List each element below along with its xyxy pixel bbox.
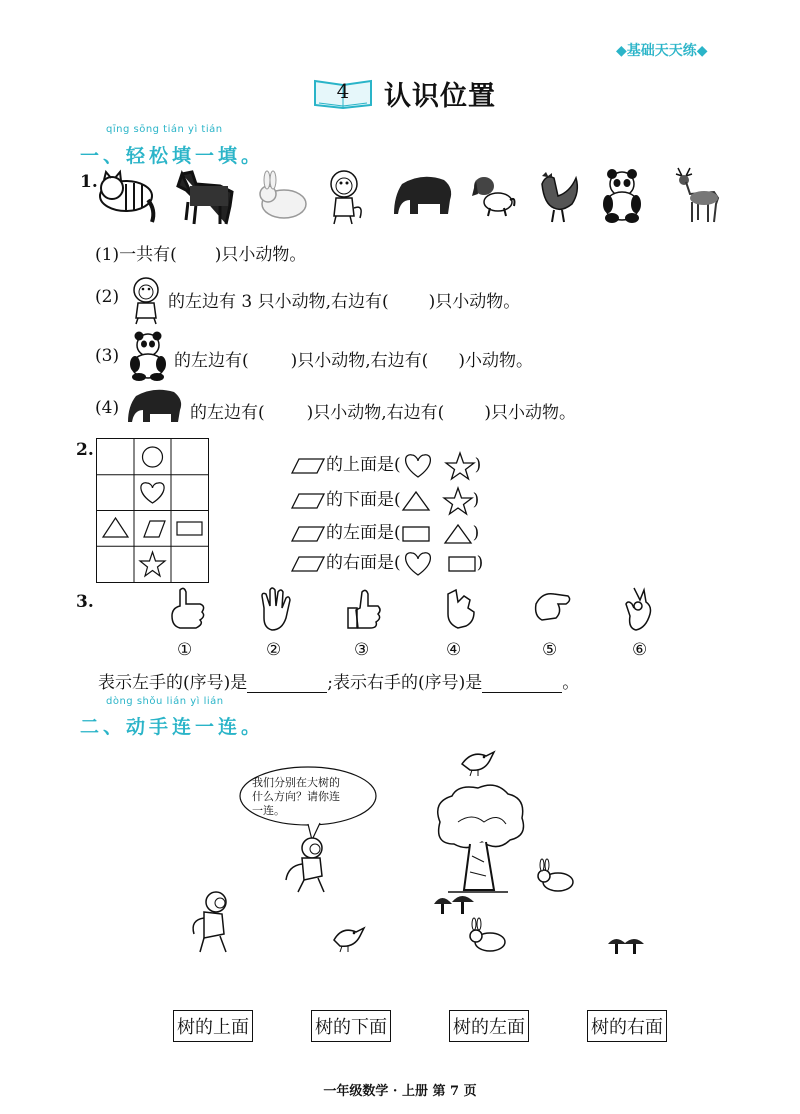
q2-row-3-close: ) [472,523,480,543]
section1-title: 一、轻松填一填。 [80,145,265,167]
q2-row-4-text: 的右面是( [326,553,401,573]
parallelogram-icon [290,553,326,575]
rabbit-right-icon [534,860,576,894]
q1-line-1 [95,240,306,265]
hand-4-icon [448,590,474,628]
q1-line-4-mid2: )只小动物,右边有( [306,403,445,423]
deer-icon [676,168,718,222]
q1-line-3 [95,346,119,366]
hand-5-icon [536,594,570,620]
right-hand-answer-blank[interactable] [482,674,562,693]
hand-3-icon [348,590,380,628]
q2-row-2-text: 的下面是( [326,490,401,510]
parallelogram-icon [290,455,326,477]
q3-sentence-b: ;表示右手的(序号)是 [327,673,483,693]
q1-line-1-post: )只小动物。 [214,245,307,265]
cat-icon [100,172,153,222]
q3-number: 3. [76,592,94,612]
monkey-icon [331,171,361,224]
q1-line-3-mid: 的左边有( [174,351,249,371]
q3-sentence [98,668,579,693]
hand-6-icon [626,588,651,630]
bird-top-icon [458,746,498,776]
rooster-icon [542,172,577,222]
left-hand-answer-blank[interactable] [247,674,327,693]
monkey-left-icon [186,890,236,956]
section1-pinyin: qīng sōng tián yì tián [106,124,223,135]
shape-grid [96,438,209,583]
circle-shape [143,447,163,467]
box-tree-top[interactable]: 树的上面 [173,1010,253,1042]
speech-line-3: 一连。 [252,804,285,817]
heart-icon [401,453,435,479]
monkey-small-icon [126,276,166,326]
hand-label-4: ④ [446,640,462,660]
q1-line-3-pre: (3) [95,346,120,366]
triangle-icon [401,490,431,512]
q1-number: 1. [80,172,98,192]
panda-small-icon [126,332,170,382]
box-tree-left[interactable]: 树的左面 [449,1010,529,1042]
q1-line-2-end: )只小动物。 [428,292,521,312]
q1-line-3-rest [174,346,533,371]
triangle-shape [103,518,128,537]
q1-line-1-pre: (1)一共有( [95,245,177,265]
section2-pinyin: dòng shǒu lián yì lián [106,696,224,707]
q1-line-2-pre: (2) [95,287,120,307]
star-icon [443,487,473,515]
hand-label-3: ③ [354,640,370,660]
hand-labels [170,640,650,664]
q2-row-1-text: 的上面是( [326,455,401,475]
star-shape [140,552,165,576]
horse-icon [178,172,232,224]
page-footer: 一年级数学 · 上册 第 7 页 [323,1084,477,1099]
parallelogram-icon [290,523,326,545]
q1-line-4 [95,398,119,418]
speech-line-2: 什么方向？请你连 [252,790,340,803]
rectangle-icon [447,554,477,574]
q3-sentence-end: 。 [562,673,580,693]
section2-title: 二、动手连一连。 [80,716,265,738]
q3-sentence-a: 表示左手的(序号)是 [98,673,248,693]
box-tree-bottom[interactable]: 树的下面 [311,1010,391,1042]
parallelogram-icon [290,490,326,512]
rabbit-bottom-icon [466,918,508,954]
mushroom-under-tree-icon [432,892,476,918]
q1-line-2-post: 的左边有 3 只小动物,右边有( [168,292,389,312]
panda-icon [603,169,641,223]
q1-line-4-rest [190,398,576,423]
q1-line-2 [95,287,119,307]
elephant-icon [394,177,451,214]
box-tree-right[interactable]: 树的右面 [587,1010,667,1042]
q2-number: 2. [76,440,94,460]
lesson-number: 4 [336,79,350,103]
q1-line-2-rest [168,287,520,312]
star-icon [445,452,475,480]
grid-lines [97,439,208,582]
hand-label-6: ⑥ [632,640,648,660]
q2-row-2 [290,485,479,515]
hand-label-2: ② [266,640,282,660]
bird-bottom-icon [330,920,370,954]
speech-text [252,776,340,818]
speech-line-1: 我们分别在大树的 [252,776,340,789]
hand-label-5: ⑤ [542,640,558,660]
dog-icon [472,177,515,216]
hand-1-icon [172,588,204,628]
q2-row-2-close: ) [472,490,480,510]
animal-row [96,166,726,228]
q2-row-3-text: 的左面是( [326,523,401,543]
q2-row-4 [290,548,483,577]
monkey-talking-icon [280,836,336,894]
hands-row [160,586,660,638]
rectangle-shape [177,522,202,535]
rabbit-icon [260,171,306,218]
q1-line-4-end: )只小动物。 [484,403,576,423]
heart-shape [141,483,164,503]
triangle-icon [443,523,473,545]
page-title: 认识位置 [384,81,496,112]
elephant-small-icon [126,386,186,426]
header-tag: ◆基础天天练◆ [616,43,708,59]
q2-row-1-close: ) [474,455,482,475]
hand-2-icon [262,588,290,630]
rectangle-icon [401,524,431,544]
q2-row-1 [290,450,481,480]
q1-line-4-mid: 的左边有( [190,403,265,423]
q2-row-3 [290,518,479,545]
mushroom-right-icon [606,934,646,958]
hand-label-1: ① [177,640,193,660]
heart-icon [401,551,435,577]
q1-line-3-end: )小动物。 [458,351,533,371]
parallelogram-shape [144,521,165,537]
q1-line-3-mid2: )只小动物,右边有( [290,351,429,371]
q2-row-4-close: ) [476,553,484,573]
lesson-number-book [313,77,373,107]
tree-icon [428,782,528,904]
q1-line-4-pre: (4) [95,398,120,418]
